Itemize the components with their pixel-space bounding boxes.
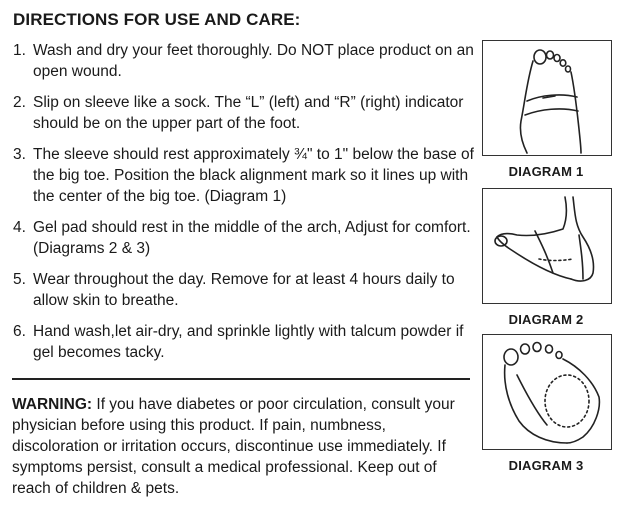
step-number: 4. [13,219,26,236]
step-3 [13,144,475,207]
directions-title: DIRECTIONS FOR USE AND CARE: [13,10,301,29]
warning-label: WARNING: [12,396,93,413]
step-text: Wear throughout the day. Remove for at least 4 hours daily to allow skin to breathe. [33,271,455,309]
diagram-3-image [482,334,612,450]
step-number: 1. [13,42,26,59]
diagram-1-image [482,40,612,156]
foot-top-view-icon [483,41,611,155]
step-1 [13,40,475,82]
step-5 [13,269,475,311]
diagram-2-caption: DIAGRAM 2 [508,312,584,327]
step-text: The sleeve should rest approximately ¾" to 1" below the base of the big toe. Position the black alignment mark so it lines up with the center of the big toe. (Diagram 1) [33,146,474,205]
warning-text: If you have diabetes or poor circulation, consult your physician before using this product. If pain, numbness, discoloration or irritation occurs, discontinue use immediately. If symptoms persist, consult a medical professional. Keep out of reach of children & pets. [12,396,455,497]
step-text: Wash and dry your feet thoroughly. Do NOT place product on an open wound. [33,42,474,80]
step-number: 5. [13,271,26,288]
step-number: 2. [13,94,26,111]
warning-block [12,394,474,499]
step-6 [13,321,475,363]
step-number: 3. [13,146,26,163]
step-text: Slip on sleeve like a sock. The “L” (left) and “R” (right) indicator should be on the upper part of the foot. [33,94,464,132]
foot-bottom-view-icon [483,335,611,449]
step-2 [13,92,475,134]
step-text: Hand wash,let air-dry, and sprinkle lightly with talcum powder if gel becomes tacky. [33,323,464,361]
section-divider [12,378,470,380]
diagram-2-image [482,188,612,304]
foot-side-view-icon [483,189,611,303]
diagram-3-caption: DIAGRAM 3 [508,458,584,473]
step-number: 6. [13,323,26,340]
step-text: Gel pad should rest in the middle of the arch, Adjust for comfort. (Diagrams 2 & 3) [33,219,471,257]
diagram-1-caption: DIAGRAM 1 [508,164,584,179]
step-4 [13,217,475,259]
directions-list [13,40,475,373]
